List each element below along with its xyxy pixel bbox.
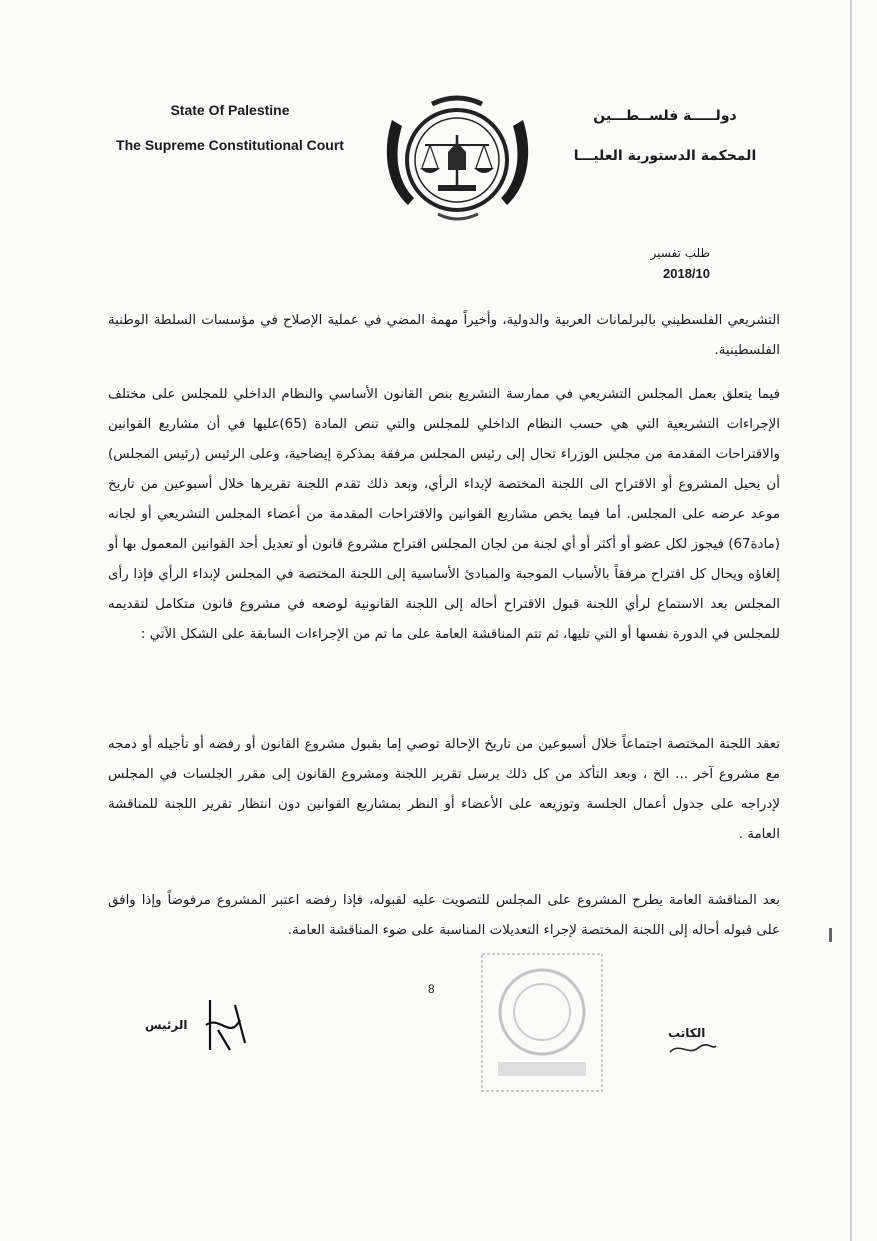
president-signature	[200, 995, 255, 1055]
header-en-court: The Supreme Constitutional Court	[116, 137, 344, 153]
header-ar-court: المحكمة الدستورية العليـــا	[573, 148, 757, 164]
body-paragraph-4: بعد المناقشة العامة يطرح المشروع على المجلس للتصويت عليه لقبوله، فإذا رفضه اعتبر المشروع مرفوضاً وإذا وافق على قبوله أحاله إلى اللجنة المختصة لإجراء التعديلات المناسبة على ضوء المناقشة العامة.	[108, 893, 780, 938]
header-en-state: State Of Palestine	[170, 102, 290, 118]
clerk-label: الكاتب	[668, 1026, 706, 1040]
official-stamp	[478, 950, 606, 1095]
scan-speck	[829, 928, 832, 942]
body-paragraph-1: التشريعي الفلسطيني بالبرلمانات العربية والدولية، وأخيراً مهمة المضي في عملية الإصلاح في مؤسسات السلطة الوطنية الفلسطينية.	[108, 313, 780, 358]
body-paragraph-3: تعقد اللجنة المختصة اجتماعاً خلال أسبوعين من تاريخ الإحالة توصي إما بقبول مشروع القانون أو رفضه أو تأجيله أو دمجه مع مشروع آخر ... الخ ، وبعد التأكد من كل ذلك يرسل تقرير اللجنة ومشروع القانون إلى مقرر الجلسات في المجلس لإدراجه على جدول أعمال الجلسة وتوزيعه على الأعضاء أو النظر بمشاريع القوانين دون انتظار تقرير اللجنة للمناقشة العامة .	[108, 737, 780, 842]
scan-edge-line	[850, 0, 852, 1241]
court-seal-emblem	[380, 90, 535, 230]
page-number: 8	[428, 982, 435, 996]
body-paragraph-2: فيما يتعلق بعمل المجلس التشريعي في ممارسة التشريع بنص القانون الأساسي والنظام الداخلي للمجلس على مختلف الإجراءات التشريعية التي هي حسب النظام الداخلي للمجلس والتي تنص المادة (65)عليها في أن مشاريع القوانين والاقتراحات المقدمة من مجلس الوزراء تحال إلى رئيس المجلس مرفقة بمذكرة إيضاحية، وعلى الرئيس (رئيس المجلس) أن يحيل المشروع أو الاقتراح الى اللجنة المختصة لإبداء الرأي، وبعد ذلك تقدم اللجنة تقريرها خلال أسبوعين من تاريخ موعد عرضه على المجلس. أما فيما يخص مشاريع القوانين والاقتراحات المقدمة من أعضاء المجلس التشريعي أو لجانه (مادة67) فيجوز لكل عضو أو أكثر أو أي لجنة من لجان المجلس اقتراح مشروع قانون أو تعديل أحد القوانين المعمول بها أو إلغاؤه ويحال كل اقتراح مرفقاً بالأسباب الموجبة والمبادئ الأساسية إلى اللجنة المختصة في المجلس لإبداء الرأي فإذا رأى المجلس بعد الاستماع لرأي اللجنة قبول الاقتراح أحاله إلى اللجنة القانونية لوضعه في مشروع قانون متكامل لتقديمه للمجلس في الدورة نفسها أو التي تليها، ثم تتم المناقشة العامة على ما تم من الإجراءات السابقة على الشكل الآتي :	[108, 387, 780, 642]
reference-number: 2018/10	[663, 266, 710, 281]
header-ar-state: دولـــــة فلســطـــين	[593, 108, 737, 124]
reference-type: طلب تفسير	[650, 246, 710, 260]
president-label: الرئيس	[145, 1018, 188, 1032]
clerk-signature	[668, 1040, 718, 1058]
